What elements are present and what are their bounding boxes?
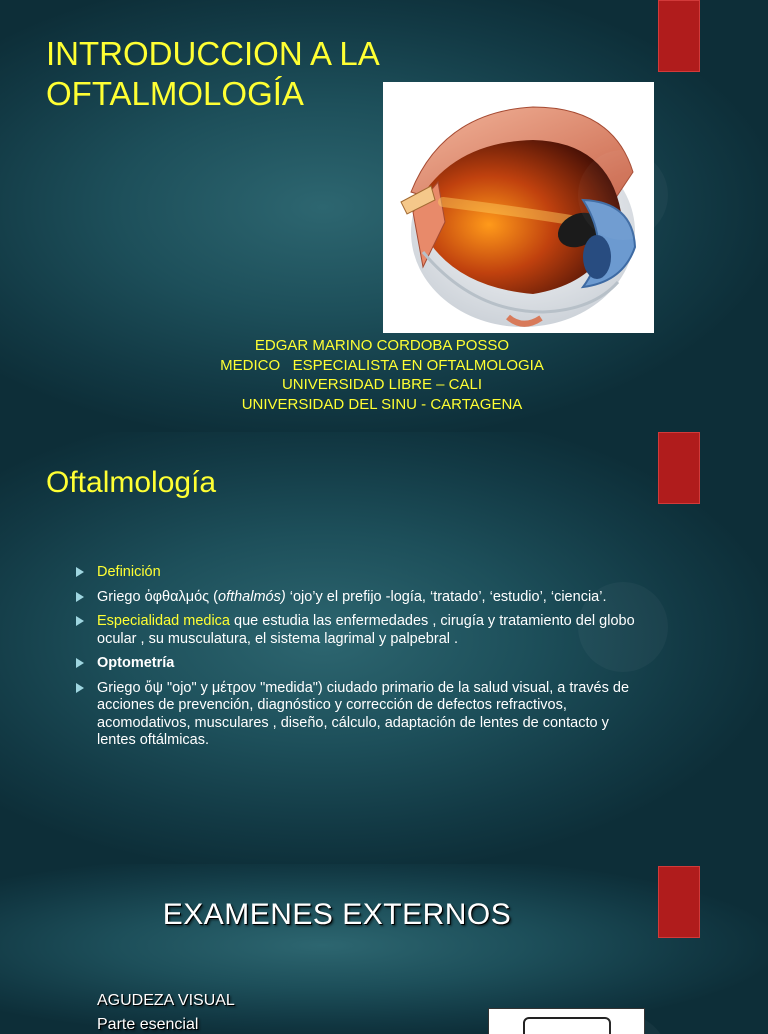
- definition-label: Definición: [97, 564, 161, 580]
- bullet-list: [76, 564, 636, 757]
- bullet-triangle-icon: [76, 592, 84, 602]
- red-accent-bar: [658, 432, 700, 504]
- eye-anatomy-image: [383, 82, 654, 333]
- eye-chart-image: [488, 1008, 645, 1034]
- eye-chart-icon: [523, 1017, 611, 1034]
- author-university-2: UNIVERSIDAD DEL SINU - CARTAGENA: [241, 395, 523, 413]
- italic-word: ofthalmós): [218, 588, 286, 605]
- bullet-triangle-icon: [76, 658, 84, 668]
- bullet-triangle-icon: [76, 683, 84, 693]
- section-subtitle-2: Parte esencial: [97, 1016, 199, 1033]
- section-subtitle: AGUDEZA VISUAL: [97, 992, 235, 1009]
- optometria-definition: Griego ὄψ "ojo" y μέτρον "medida") ciudado primario de la salud visual, a través de acciones de prevención, diagnóstico y corrección de defectos refractivos, acomodativos, musculares , diseño, cálculo, adaptación de lentes de contacto y lentes oftálmicas.: [97, 679, 630, 748]
- list-item: [76, 680, 636, 750]
- red-accent-bar: [658, 0, 700, 72]
- greek-word: ὀφθαλμός: [144, 588, 210, 605]
- optometria-label: Optometría: [97, 655, 175, 671]
- author-university-1: UNIVERSIDAD LIBRE – CALI: [281, 376, 483, 393]
- slide-oftalmologia: [0, 432, 768, 864]
- slide-title: EXAMENES EXTERNOS: [162, 898, 512, 931]
- slide-intro: [0, 0, 768, 432]
- list-item: [76, 564, 636, 582]
- author-specialty: MEDICO ESPECIALISTA EN OFTALMOLOGIA: [220, 356, 544, 374]
- author-block: [0, 336, 764, 414]
- list-item: [76, 589, 636, 607]
- slide-title: Oftalmología: [46, 466, 217, 499]
- text: que estudia las enfermedades , cirugía y tratamiento del globo ocular , su musculatura, el sistema lagrimal y palpebral .: [97, 613, 635, 647]
- slide-examenes-externos: [0, 864, 768, 1034]
- text: (: [209, 588, 218, 605]
- slide-title: INTRODUCCION A LA OFTALMOLOGÍA: [46, 35, 380, 112]
- text: ‘ojo’y el prefijo -logía, ‘tratado’, ‘estudio’, ‘ciencia’.: [285, 588, 607, 605]
- author-name: EDGAR MARINO CORDOBA POSSO: [254, 337, 510, 354]
- eye-cross-section-icon: [383, 82, 654, 333]
- bullet-triangle-icon: [76, 616, 84, 626]
- list-item: [76, 613, 636, 648]
- highlight-text: Especialidad medica: [97, 613, 230, 629]
- bullet-triangle-icon: [76, 567, 84, 577]
- text: Griego: [97, 588, 145, 605]
- list-item: [76, 655, 636, 673]
